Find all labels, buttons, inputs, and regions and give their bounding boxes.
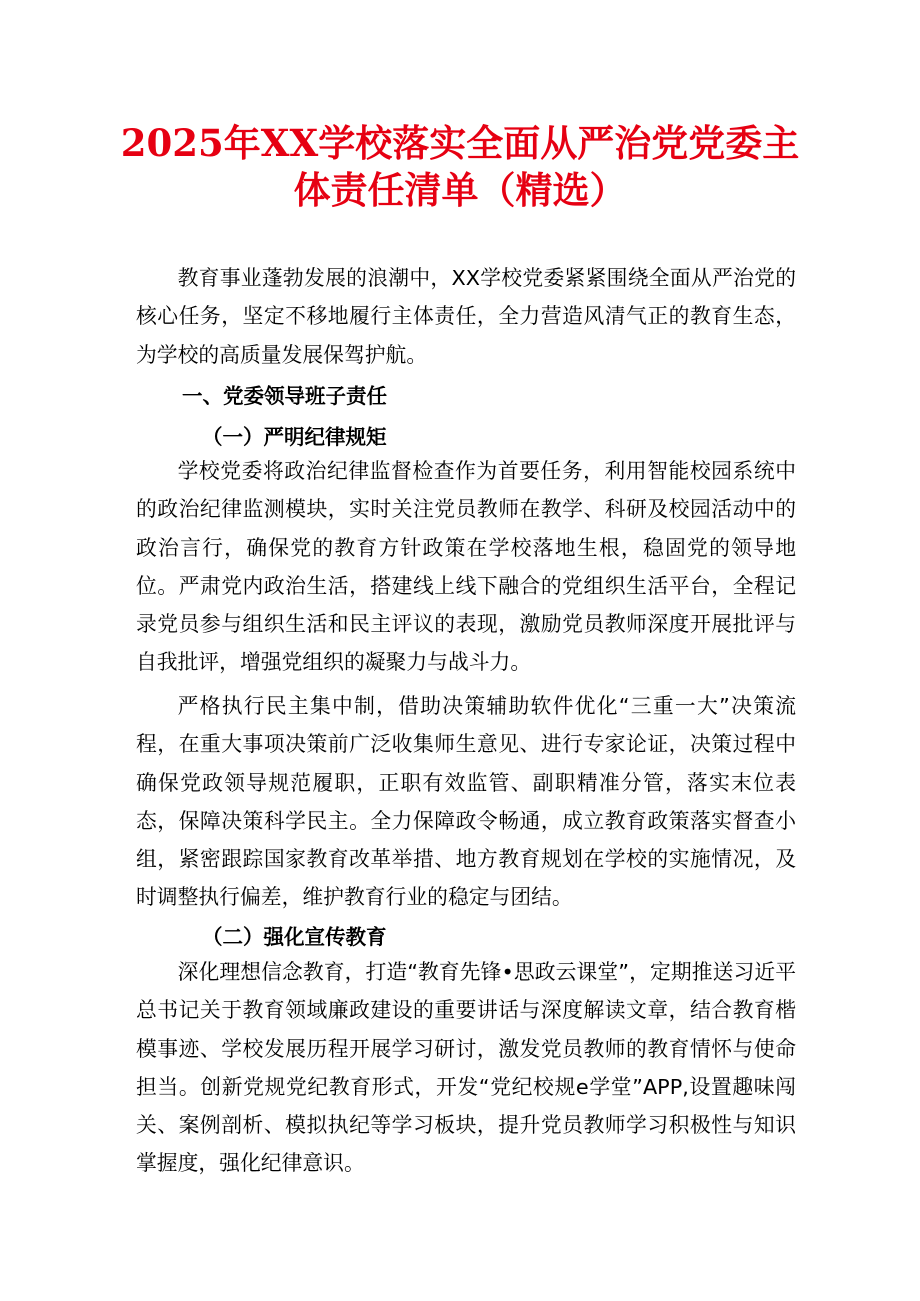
subsection-2-heading: （二）强化宣传教育 [202,925,387,949]
subsection-1-heading: （一）严明纪律规矩 [202,425,387,449]
subsection-2-paragraph-1: 深化理想信念教育，打造“教育先锋•思政云课堂”，定期推送习近平总书记关于教育领域廉政建设的重要讲话与深度解读文章，结合教育楷模事迹、学校发展历程开展学习研讨，激发党员教师的教育情怀与使命担当。创新党规党纪教育形式，开发“党纪校规e学堂”APP,设置趣味闯关、案例剖析、模拟执纪等学习板块，提升党员教师学习积极性与知识掌握度，强化纪律意识。 [136,960,796,1176]
subsection-1-paragraph-1: 学校党委将政治纪律监督检查作为首要任务，利用智能校园系统中的政治纪律监测模块，实时关注党员教师在教学、科研及校园活动中的政治言行，确保党的教育方针政策在学校落地生根，稳固党的领导地位。严肃党内政治生活，搭建线上线下融合的党组织生活平台，全程记录党员参与组织生活和民主评议的表现，激励党员教师深度开展批评与自我批评，增强党组织的凝聚力与战斗力。 [136,459,796,675]
document-title-line-2: 体责任清单（精选） [293,168,627,212]
document-title-line-1: 2025年XX学校落实全面从严治党党委主 [120,121,800,165]
intro-paragraph: 教育事业蓬勃发展的浪潮中，XX学校党委紧紧围绕全面从严治党的核心任务，坚定不移地履行主体责任，全力营造风清气正的教育生态，为学校的高质量发展保驾护航。 [136,266,796,367]
subsection-1-paragraph-2: 严格执行民主集中制，借助决策辅助软件优化“三重一大”决策流程，在重大事项决策前广泛收集师生意见、进行专家论证，决策过程中确保党政领导规范履职，正职有效监管、副职精准分管，落实末位表态，保障决策科学民主。全力保障政令畅通，成立教育政策落实督查小组，紧密跟踪国家教育改革举措、地方教育规划在学校的实施情况，及时调整执行偏差，维护教育行业的稳定与团结。 [136,694,796,910]
section-1-heading: 一、党委领导班子责任 [182,384,387,408]
